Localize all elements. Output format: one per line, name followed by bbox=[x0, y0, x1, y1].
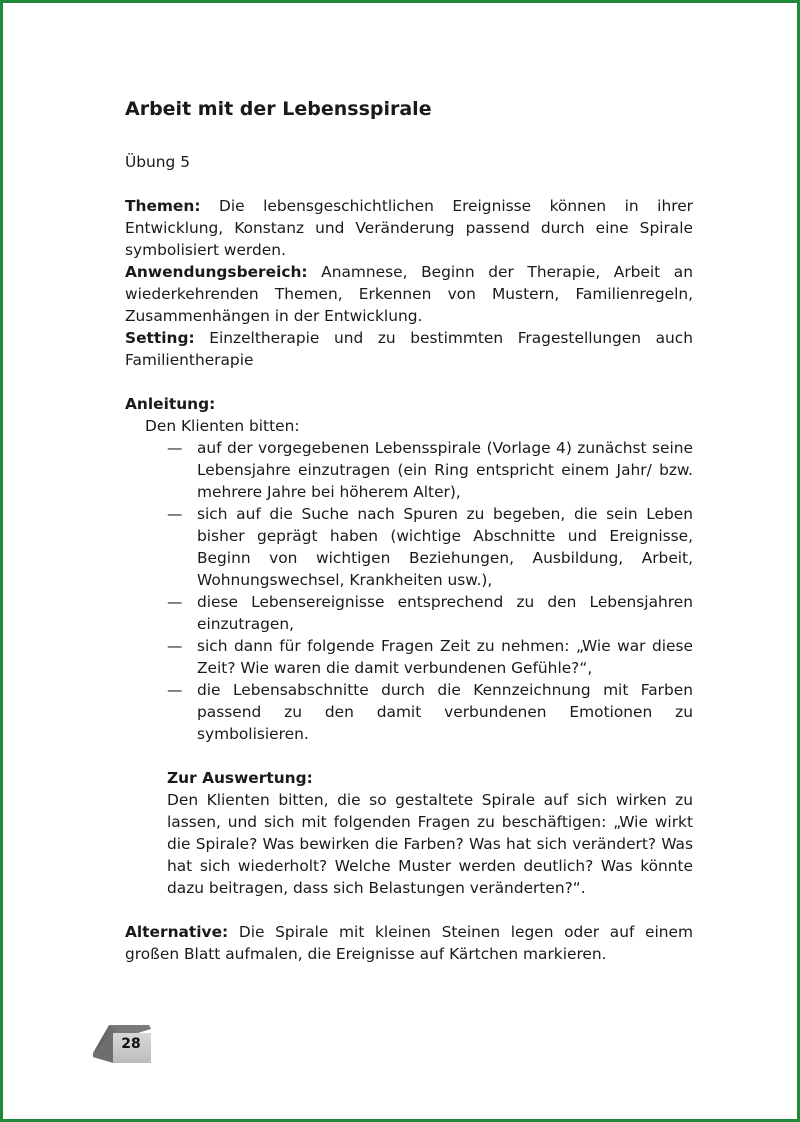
list-item: — auf der vorgegebenen Lebensspirale (Vorlage 4) zunächst seine Lebensjahre einzutragen (ein Ring entspricht einem Jahr/ bzw. mehrere Jahre bei höherem Alter), bbox=[197, 437, 693, 503]
list-item: — sich dann für folgende Fragen Zeit zu nehmen: „Wie war diese Zeit? Wie waren die damit verbundenen Gefühle?“, bbox=[197, 635, 693, 679]
auswertung-label: Zur Auswertung: bbox=[167, 769, 313, 787]
setting-paragraph bbox=[125, 327, 693, 371]
themen-label: Themen: bbox=[125, 197, 201, 215]
exercise-number: Übung 5 bbox=[125, 153, 190, 171]
themen-paragraph bbox=[125, 195, 693, 261]
alternative-label: Alternative: bbox=[125, 923, 229, 941]
anwendung-label: Anwendungsbereich: bbox=[125, 263, 308, 281]
page-number: 28 bbox=[121, 1036, 141, 1052]
list-item: — diese Lebensereignisse entsprechend zu den Lebensjahren einzutragen, bbox=[197, 591, 693, 635]
alternative-paragraph bbox=[125, 921, 693, 965]
page-title: Arbeit mit der Lebensspirale bbox=[125, 98, 432, 120]
page-number-badge bbox=[91, 1023, 155, 1065]
list-item: — die Lebensabschnitte durch die Kennzeichnung mit Farben passend zu den damit verbundenen Emotionen zu symbolisieren. bbox=[197, 679, 693, 745]
anwendung-paragraph bbox=[125, 261, 693, 327]
anleitung-list bbox=[125, 437, 693, 745]
spacer bbox=[125, 371, 693, 393]
alternative-text: Die Spirale mit kleinen Steinen legen oder auf einem großen Blatt aufmalen, die Ereignisse auf Kärtchen markieren. bbox=[125, 923, 693, 963]
setting-label: Setting: bbox=[125, 329, 195, 347]
setting-text: Einzeltherapie und zu bestimmten Fragestellungen auch Familientherapie bbox=[125, 329, 693, 369]
auswertung-text: Den Klienten bitten, die so gestaltete Spirale auf sich wirken zu lassen, und sich mit folgenden Fragen zu beschäftigen: „Wie wirkt die Spirale? Was bewirken die Farben? Was hat sich verändert? Was hat sich wiederholt? Welche Muster werden deutlich? Was könnte dazu beitragen, dass sich Belastungen veränderten?“. bbox=[167, 791, 693, 897]
anleitung-intro: Den Klienten bitten: bbox=[145, 417, 300, 435]
anwendung-text: Anamnese, Beginn der Therapie, Arbeit an wiederkehrenden Themen, Erkennen von Mustern, Familienregeln, Zusammenhängen in der Entwicklung. bbox=[125, 263, 693, 325]
list-item: — sich auf die Suche nach Spuren zu begeben, die sein Leben bisher geprägt haben (wichtige Abschnitte und Ereignisse, Beginn von wichtigen Beziehungen, Ausbildung, Arbeit, Wohnungswechsel, Krankheiten usw.), bbox=[197, 503, 693, 591]
anleitung-label: Anleitung: bbox=[125, 395, 216, 413]
themen-text: Die lebensgeschichtlichen Ereignisse können in ihrer Entwicklung, Konstanz und Veränderung passend durch eine Spirale symbolisiert werden. bbox=[125, 197, 693, 259]
page-content bbox=[125, 97, 693, 965]
auswertung-section bbox=[167, 767, 693, 899]
